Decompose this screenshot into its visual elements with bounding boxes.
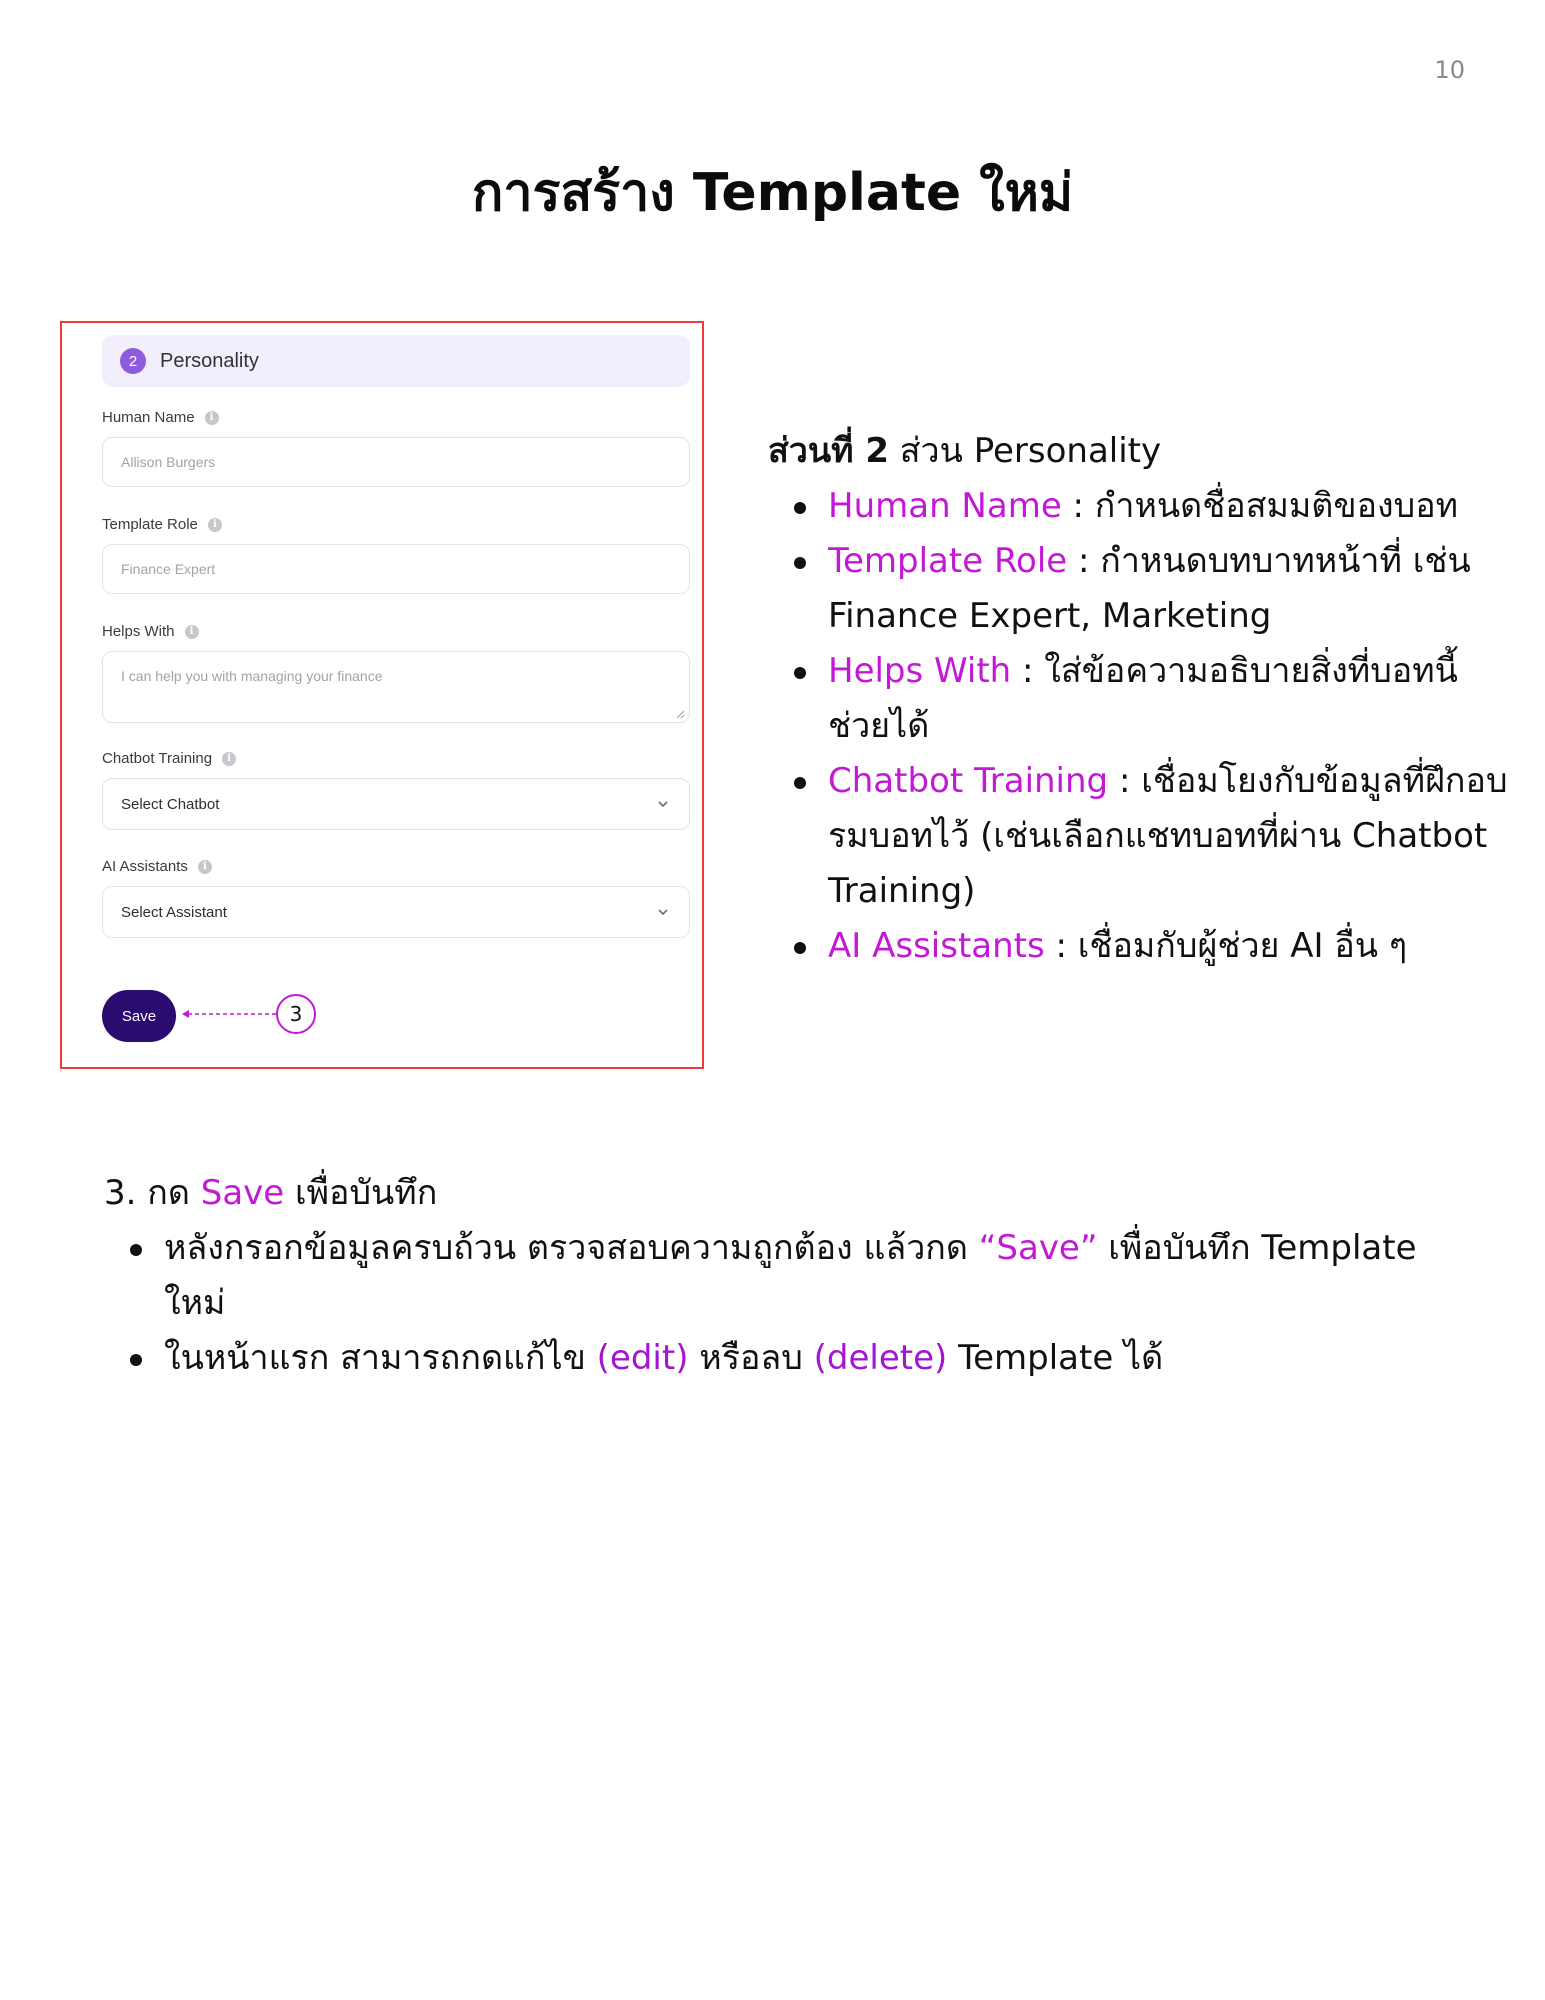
human-name-label: Human Name i: [102, 409, 219, 426]
section2-list: [768, 479, 1508, 974]
resize-grip-icon[interactable]: [675, 709, 685, 719]
page-number: 10: [1434, 56, 1465, 84]
personality-section-header: [102, 335, 690, 387]
chatbot-training-label: Chatbot Training i: [102, 750, 236, 767]
step-badge: 2: [120, 348, 146, 374]
form-screenshot: [60, 321, 704, 1069]
save-button[interactable]: Save: [102, 990, 176, 1042]
step3-instructions: [104, 1166, 1444, 1386]
section2-heading: ส่วนที่ 2 ส่วน Personality: [768, 431, 1162, 471]
info-icon[interactable]: i: [222, 752, 236, 766]
info-icon[interactable]: i: [208, 518, 222, 532]
human-name-input[interactable]: Allison Burgers: [102, 437, 690, 487]
template-role-input[interactable]: Finance Expert: [102, 544, 690, 594]
list-item: Human Name : กำหนดชื่อสมมติของบอท: [768, 479, 1508, 534]
list-item: ในหน้าแรก สามารถกดแก้ไข (edit) หรือลบ (delete) Template ได้: [104, 1331, 1444, 1386]
helps-with-label: Helps With i: [102, 623, 199, 640]
helps-with-textarea[interactable]: I can help you with managing your finance: [102, 651, 690, 723]
list-item: Template Role : กำหนดบทบาทหน้าที่ เช่น Finance Expert, Marketing: [768, 534, 1508, 644]
info-icon[interactable]: i: [198, 860, 212, 874]
info-icon[interactable]: i: [185, 625, 199, 639]
template-role-label: Template Role i: [102, 516, 222, 533]
chevron-down-icon: [655, 796, 671, 812]
assistant-select[interactable]: Select Assistant: [102, 886, 690, 938]
page-title: การสร้าง Template ใหม่: [471, 163, 1074, 223]
list-item: AI Assistants : เชื่อมกับผู้ช่วย AI อื่น ๆ: [768, 919, 1508, 974]
info-icon[interactable]: i: [205, 411, 219, 425]
callout-number: 3: [276, 994, 316, 1034]
list-item: Chatbot Training : เชื่อมโยงกับข้อมูลที่ฝึกอบรมบอทไว้ (เช่นเลือกแชทบอทที่ผ่าน Chatbot Training): [768, 754, 1508, 919]
chatbot-select[interactable]: Select Chatbot: [102, 778, 690, 830]
list-item: Helps With : ใส่ข้อความอธิบายสิ่งที่บอทนี้ช่วยได้: [768, 644, 1508, 754]
step3-list: [104, 1221, 1444, 1386]
ai-assistants-label: AI Assistants i: [102, 858, 212, 875]
chevron-down-icon: [655, 904, 671, 920]
section2-description: [768, 424, 1508, 974]
section-title: Personality: [160, 349, 259, 372]
step3-heading: 3. กด Save เพื่อบันทึก: [104, 1173, 438, 1213]
list-item: หลังกรอกข้อมูลครบถ้วน ตรวจสอบความถูกต้อง แล้วกด “Save” เพื่อบันทึก Template ใหม่: [104, 1221, 1444, 1331]
